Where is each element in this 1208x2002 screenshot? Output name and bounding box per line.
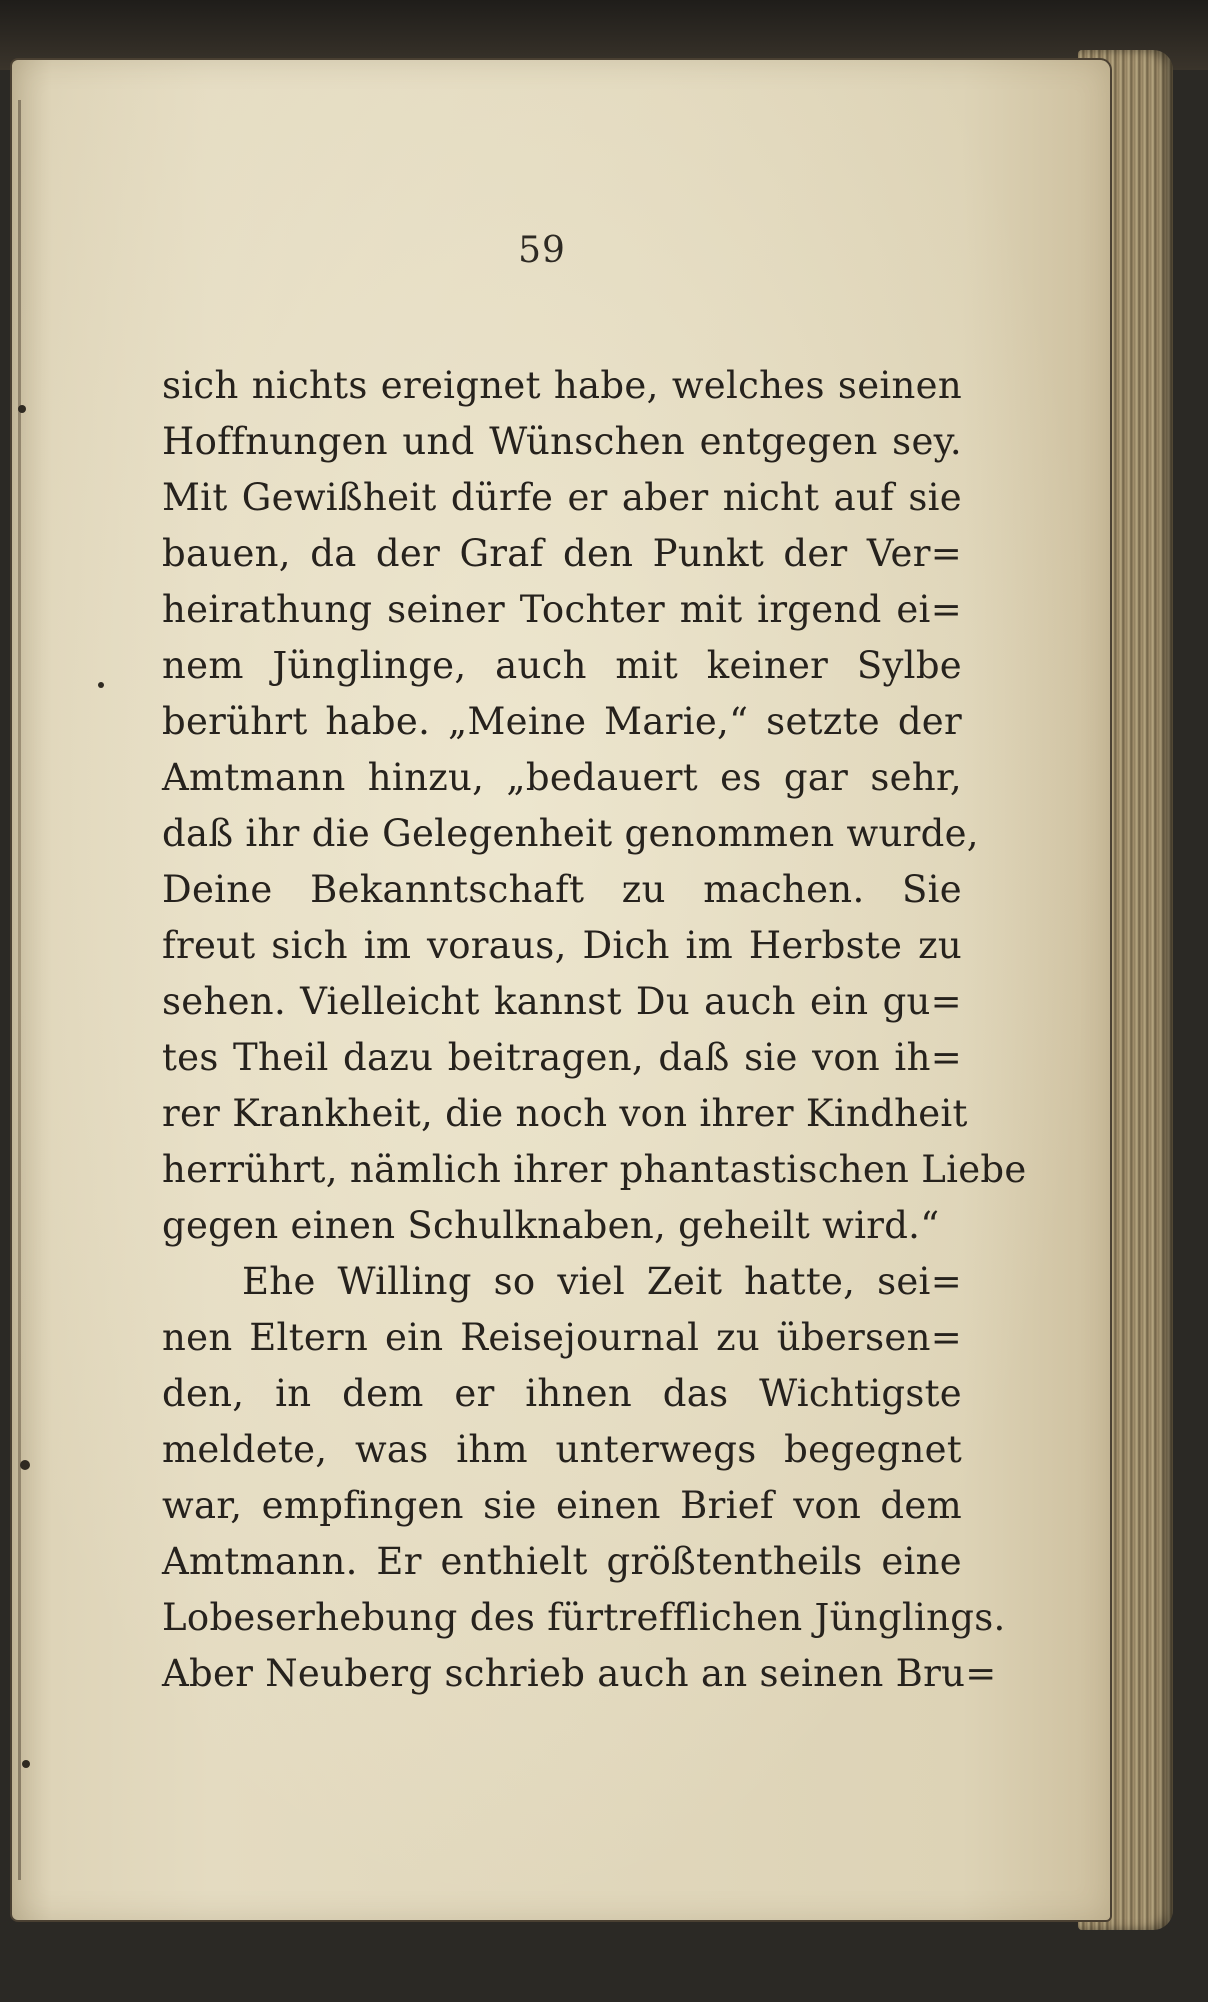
text-line: Hoffnungen und Wünschen entgegen sey.: [162, 420, 962, 463]
text-line: nen Eltern ein Reisejournal zu übersen=: [162, 1316, 962, 1359]
text-line: Deine Bekanntschaft zu machen. Sie: [162, 868, 962, 911]
paper-speck: [20, 1460, 30, 1470]
body-text: [162, 358, 1027, 1702]
text-line: bauen, da der Graf den Punkt der Ver=: [162, 532, 962, 575]
text-line: meldete, was ihm unterwegs begegnet: [162, 1428, 962, 1471]
text-line: nem Jünglinge, auch mit keiner Sylbe: [162, 644, 962, 687]
text-line: daß ihr die Gelegenheit genommen wurde,: [162, 812, 979, 855]
page-number: 59: [518, 230, 566, 271]
text-line: war, empfingen sie einen Brief von dem: [162, 1484, 962, 1527]
book-page: [12, 60, 1110, 1920]
gutter-shadow: [18, 100, 21, 1880]
text-line: Mit Gewißheit dürfe er aber nicht auf sie: [162, 476, 962, 519]
text-line: den, in dem er ihnen das Wichtigste: [162, 1372, 962, 1415]
text-line: sehen. Vielleicht kannst Du auch ein gu=: [162, 980, 962, 1023]
paper-speck: [18, 405, 26, 413]
text-line: sich nichts ereignet habe, welches seinen: [162, 364, 962, 407]
text-line: gegen einen Schulknaben, geheilt wird.“: [162, 1204, 940, 1247]
text-line: rer Krankheit, die noch von ihrer Kindheit: [162, 1092, 968, 1135]
text-line: Aber Neuberg schrieb auch an seinen Bru=: [162, 1652, 997, 1695]
text-line: berührt habe. „Meine Marie,“ setzte der: [162, 700, 962, 743]
text-line: Lobeserhebung des fürtrefflichen Jünglings.: [162, 1596, 1006, 1639]
text-line: Ehe Willing so viel Zeit hatte, sei=: [242, 1260, 962, 1303]
paper-speck: [98, 682, 104, 688]
text-line: Amtmann hinzu, „bedauert es gar sehr,: [162, 756, 962, 799]
text-line: tes Theil dazu beitragen, daß sie von ih=: [162, 1036, 962, 1079]
text-line: heirathung seiner Tochter mit irgend ei=: [162, 588, 962, 631]
text-line: herrührt, nämlich ihrer phantastischen Liebe: [162, 1148, 1027, 1191]
text-line: Amtmann. Er enthielt größtentheils eine: [162, 1540, 962, 1583]
text-line: freut sich im voraus, Dich im Herbste zu: [162, 924, 962, 967]
paper-speck: [22, 1760, 30, 1768]
